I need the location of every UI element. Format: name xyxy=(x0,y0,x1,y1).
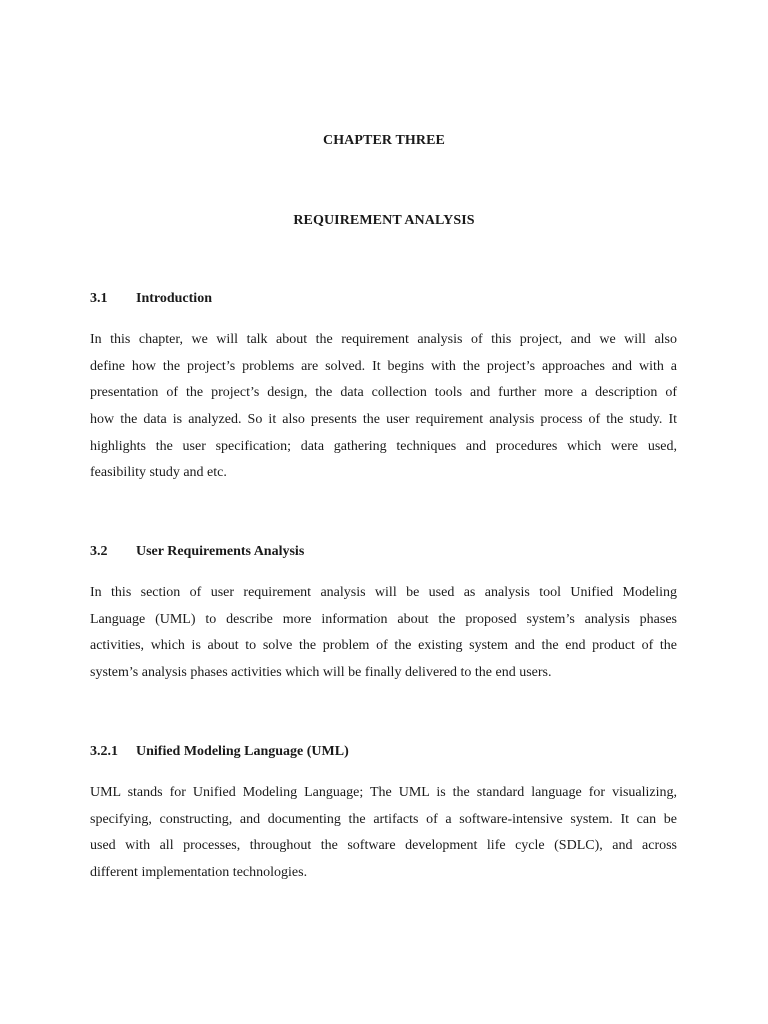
paragraph-line: In this chapter, we will talk about the requirement analysis of this project, and we will also xyxy=(90,332,677,347)
section-title: User Requirements Analysis xyxy=(136,544,305,559)
paragraph-line: In this section of user requirement analysis will be used as analysis tool Unified Modeling xyxy=(90,585,677,600)
section-heading-3-2-1 xyxy=(90,744,349,760)
section-title: Unified Modeling Language (UML) xyxy=(136,744,349,759)
paragraph-line: how the data is analyzed. So it also presents the user requirement analysis process of the study. It xyxy=(90,412,677,428)
paragraph-line: different implementation technologies. xyxy=(90,865,308,881)
paragraph-uml xyxy=(90,780,677,887)
paragraph-line: Language (UML) to describe more information about the proposed system’s analysis phases xyxy=(90,611,677,627)
section-number: 3.2.1 xyxy=(90,744,118,759)
paragraph-line: presentation of the project’s design, the data collection tools and further more a description of xyxy=(90,385,677,401)
paragraph-line: UML stands for Unified Modeling Language; The UML is the standard language for visualizing, xyxy=(90,785,677,800)
paragraph-line: specifying, constructing, and documenting the artifacts of a software-intensive system. It can be xyxy=(90,811,677,827)
paragraph-line: define how the project’s problems are solved. It begins with the project’s approaches and with a xyxy=(90,358,677,374)
chapter-subtitle: REQUIREMENT ANALYSIS xyxy=(293,213,475,228)
paragraph-line: used with all processes, throughout the software development life cycle (SDLC), and across xyxy=(90,838,677,854)
chapter-title: CHAPTER THREE xyxy=(322,133,445,148)
paragraph-line: system’s analysis phases activities which will be finally delivered to the end users. xyxy=(90,665,552,681)
paragraph-line: activities, which is about to solve the problem of the existing system and the end product of the xyxy=(90,638,677,654)
section-heading-3-1 xyxy=(90,291,212,307)
paragraph-introduction xyxy=(90,327,677,487)
paragraph-line: highlights the user specification; data gathering techniques and procedures which were used, xyxy=(90,438,677,454)
paragraph-user-requirements xyxy=(90,580,677,687)
paragraph-line: feasibility study and etc. xyxy=(90,465,227,481)
section-number: 3.1 xyxy=(90,291,108,306)
section-title: Introduction xyxy=(136,291,212,306)
section-number: 3.2 xyxy=(90,544,108,559)
section-heading-3-2 xyxy=(90,544,304,560)
